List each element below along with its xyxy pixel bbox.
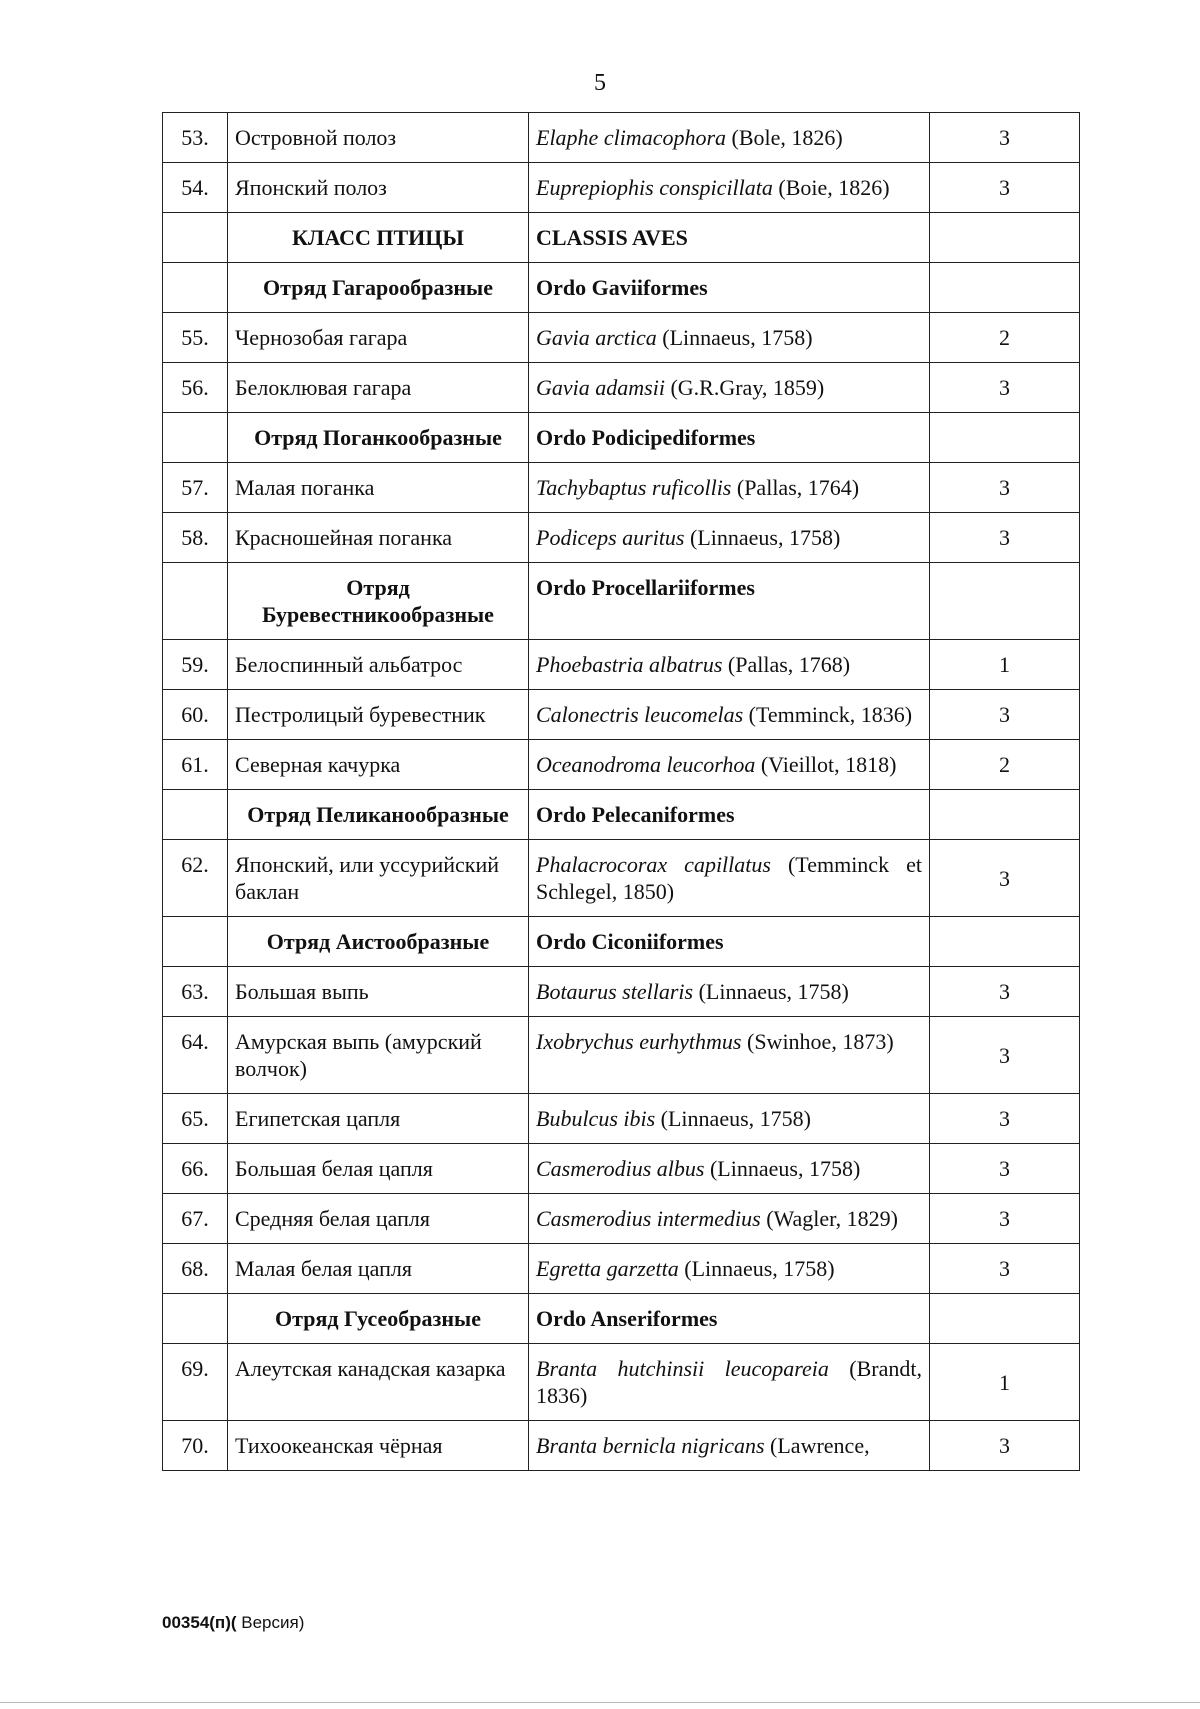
species-name-ru: Белоспинный альбатрос (228, 640, 529, 690)
document-version: Версия) (236, 1613, 305, 1632)
section-header-row (163, 413, 1080, 463)
species-name-ru: Островной полоз (228, 113, 529, 163)
species-table (162, 112, 1080, 1471)
latin-authority: (Linnaeus, 1758) (704, 1156, 861, 1181)
species-row (163, 840, 1080, 917)
row-number: 61. (163, 740, 228, 790)
species-row (163, 690, 1080, 740)
species-row (163, 313, 1080, 363)
row-number: 65. (163, 1094, 228, 1144)
species-name-latin (529, 1244, 930, 1294)
latin-binomial: Gavia arctica (536, 325, 657, 350)
species-name-latin (529, 313, 930, 363)
species-name-ru: Малая белая цапля (228, 1244, 529, 1294)
empty-cell (930, 790, 1080, 840)
species-name-latin (529, 1017, 930, 1094)
row-number: 60. (163, 690, 228, 740)
category-value: 3 (930, 1144, 1080, 1194)
page-number: 5 (594, 70, 606, 96)
section-title-latin: Ordo Gaviiformes (529, 263, 930, 313)
species-name-latin (529, 113, 930, 163)
section-header-row (163, 213, 1080, 263)
species-row (163, 1344, 1080, 1421)
latin-authority: (Lawrence, (764, 1433, 870, 1458)
species-name-latin (529, 463, 930, 513)
empty-cell (930, 917, 1080, 967)
category-value: 3 (930, 1244, 1080, 1294)
latin-authority: (Linnaeus, 1758) (678, 1256, 835, 1281)
category-value: 3 (930, 1094, 1080, 1144)
empty-cell (163, 1294, 228, 1344)
latin-binomial: Casmerodius albus (536, 1156, 705, 1181)
species-name-ru: Северная качурка (228, 740, 529, 790)
section-header-row (163, 917, 1080, 967)
latin-authority: (G.R.Gray, 1859) (664, 375, 825, 400)
latin-authority: (Bole, 1826) (726, 125, 843, 150)
latin-authority: (Vieillot, 1818) (755, 752, 897, 777)
latin-binomial: Phoebastria albatrus (536, 652, 723, 677)
species-name-ru: Амурская выпь (амурский волчок) (228, 1017, 529, 1094)
latin-authority: (Temminck, 1836) (743, 702, 913, 727)
species-name-ru: Египетская цапля (228, 1094, 529, 1144)
latin-binomial: Calonectris leucomelas (536, 702, 744, 727)
species-name-ru: Чернозобая гагара (228, 313, 529, 363)
latin-authority: (Linnaeus, 1758) (655, 1106, 811, 1131)
latin-binomial: Ixobrychus eurhythmus (536, 1029, 742, 1054)
latin-authority: (Boie, 1826) (772, 175, 890, 200)
empty-cell (163, 213, 228, 263)
species-row (163, 1244, 1080, 1294)
section-title-ru: КЛАСС ПТИЦЫ (228, 213, 529, 263)
species-name-latin (529, 163, 930, 213)
species-row (163, 513, 1080, 563)
latin-authority: (Brandt, 1836) (536, 1356, 923, 1408)
species-name-latin (529, 1144, 930, 1194)
species-name-latin (529, 640, 930, 690)
category-value: 3 (930, 840, 1080, 917)
section-header-row (163, 263, 1080, 313)
row-number: 55. (163, 313, 228, 363)
latin-binomial: Euprepiophis conspicillata (536, 175, 773, 200)
species-row (163, 1017, 1080, 1094)
document-footer (162, 1613, 304, 1633)
latin-binomial: Elaphe climacophora (536, 125, 727, 150)
row-number: 70. (163, 1421, 228, 1471)
species-row (163, 1094, 1080, 1144)
species-row (163, 1421, 1080, 1471)
row-number: 62. (163, 840, 228, 917)
row-number: 66. (163, 1144, 228, 1194)
category-value: 2 (930, 313, 1080, 363)
latin-authority: (Pallas, 1764) (731, 475, 860, 500)
latin-authority: (Wagler, 1829) (760, 1206, 898, 1231)
section-title-latin: Ordo Anseriformes (529, 1294, 930, 1344)
row-number: 64. (163, 1017, 228, 1094)
row-number: 68. (163, 1244, 228, 1294)
category-value: 3 (930, 690, 1080, 740)
species-row (163, 463, 1080, 513)
empty-cell (930, 263, 1080, 313)
empty-cell (163, 790, 228, 840)
species-name-latin (529, 1194, 930, 1244)
section-title-ru: Отряд Гагарообразные (228, 263, 529, 313)
bottom-rule (0, 1702, 1200, 1703)
row-number: 58. (163, 513, 228, 563)
row-number: 63. (163, 967, 228, 1017)
latin-authority: (Temminck et Schlegel, 1850) (536, 852, 922, 904)
section-header-row (163, 790, 1080, 840)
row-number: 56. (163, 363, 228, 413)
section-title-latin: Ordo Pelecaniformes (529, 790, 930, 840)
category-value: 2 (930, 740, 1080, 790)
empty-cell (163, 563, 228, 640)
category-value: 3 (930, 513, 1080, 563)
section-header-row (163, 563, 1080, 640)
row-number: 69. (163, 1344, 228, 1421)
empty-cell (163, 263, 228, 313)
row-number: 67. (163, 1194, 228, 1244)
species-name-ru: Большая белая цапля (228, 1144, 529, 1194)
category-value: 3 (930, 463, 1080, 513)
species-name-ru: Японский, или уссурийский баклан (228, 840, 529, 917)
latin-authority: (Linnaeus, 1758) (693, 979, 849, 1004)
latin-binomial: Podiceps auritus (536, 525, 685, 550)
category-value: 3 (930, 1421, 1080, 1471)
empty-cell (930, 1294, 1080, 1344)
category-value: 3 (930, 363, 1080, 413)
species-row (163, 967, 1080, 1017)
empty-cell (930, 413, 1080, 463)
category-value: 3 (930, 1017, 1080, 1094)
species-row (163, 163, 1080, 213)
category-value: 3 (930, 163, 1080, 213)
species-name-latin (529, 1094, 930, 1144)
category-value: 3 (930, 967, 1080, 1017)
latin-binomial: Oceanodroma leucorhoa (536, 752, 756, 777)
empty-cell (163, 917, 228, 967)
category-value: 1 (930, 1344, 1080, 1421)
species-name-latin (529, 840, 930, 917)
section-title-ru: Отряд Поганкообразные (228, 413, 529, 463)
species-name-latin (529, 363, 930, 413)
species-row (163, 1144, 1080, 1194)
species-name-latin (529, 740, 930, 790)
species-row (163, 640, 1080, 690)
latin-binomial: Egretta garzetta (536, 1256, 679, 1281)
latin-binomial: Branta bernicla nigricans (536, 1433, 765, 1458)
latin-binomial: Bubulcus ibis (536, 1106, 656, 1131)
species-name-ru: Тихоокеанская чёрная (228, 1421, 529, 1471)
species-name-ru: Красношейная поганка (228, 513, 529, 563)
row-number: 53. (163, 113, 228, 163)
species-row (163, 113, 1080, 163)
category-value: 3 (930, 113, 1080, 163)
section-title-ru: Отряд Аистообразные (228, 917, 529, 967)
species-name-latin (529, 1421, 930, 1471)
empty-cell (930, 213, 1080, 263)
section-title-latin: Ordo Procellariiformes (529, 563, 930, 640)
row-number: 54. (163, 163, 228, 213)
section-title-ru: Отряд Пеликанообразные (228, 790, 529, 840)
row-number: 57. (163, 463, 228, 513)
section-header-row (163, 1294, 1080, 1344)
latin-binomial: Tachybaptus ruficollis (536, 475, 732, 500)
species-name-ru: Средняя белая цапля (228, 1194, 529, 1244)
section-title-ru: Отряд Буревестникообразные (228, 563, 529, 640)
section-title-ru: Отряд Гусеобразные (228, 1294, 529, 1344)
species-name-latin (529, 513, 930, 563)
latin-authority: (Linnaeus, 1758) (684, 525, 841, 550)
section-title-latin: Ordo Podicipediformes (529, 413, 930, 463)
latin-binomial: Gavia adamsii (536, 375, 665, 400)
section-title-latin: CLASSIS AVES (529, 213, 930, 263)
species-row (163, 363, 1080, 413)
species-name-latin (529, 967, 930, 1017)
species-name-ru: Алеутская канадская казарка (228, 1344, 529, 1421)
latin-binomial: Phalacrocorax capillatus (536, 852, 771, 877)
species-name-latin (529, 1344, 930, 1421)
empty-cell (930, 563, 1080, 640)
latin-binomial: Casmerodius intermedius (536, 1206, 761, 1231)
latin-binomial: Branta hutchinsii leucopareia (536, 1356, 829, 1381)
latin-authority: (Linnaeus, 1758) (656, 325, 813, 350)
document-code: 00354(п)( (162, 1613, 237, 1632)
row-number: 59. (163, 640, 228, 690)
latin-authority: (Pallas, 1768) (722, 652, 851, 677)
species-row (163, 740, 1080, 790)
category-value: 3 (930, 1194, 1080, 1244)
species-name-ru: Большая выпь (228, 967, 529, 1017)
species-name-ru: Пестролицый буревестник (228, 690, 529, 740)
section-title-latin: Ordo Ciconiiformes (529, 917, 930, 967)
species-row (163, 1194, 1080, 1244)
species-name-ru: Малая поганка (228, 463, 529, 513)
category-value: 1 (930, 640, 1080, 690)
species-name-ru: Японский полоз (228, 163, 529, 213)
species-name-latin (529, 690, 930, 740)
empty-cell (163, 413, 228, 463)
species-name-ru: Белоклювая гагара (228, 363, 529, 413)
latin-binomial: Botaurus stellaris (536, 979, 694, 1004)
latin-authority: (Swinhoe, 1873) (741, 1029, 894, 1054)
